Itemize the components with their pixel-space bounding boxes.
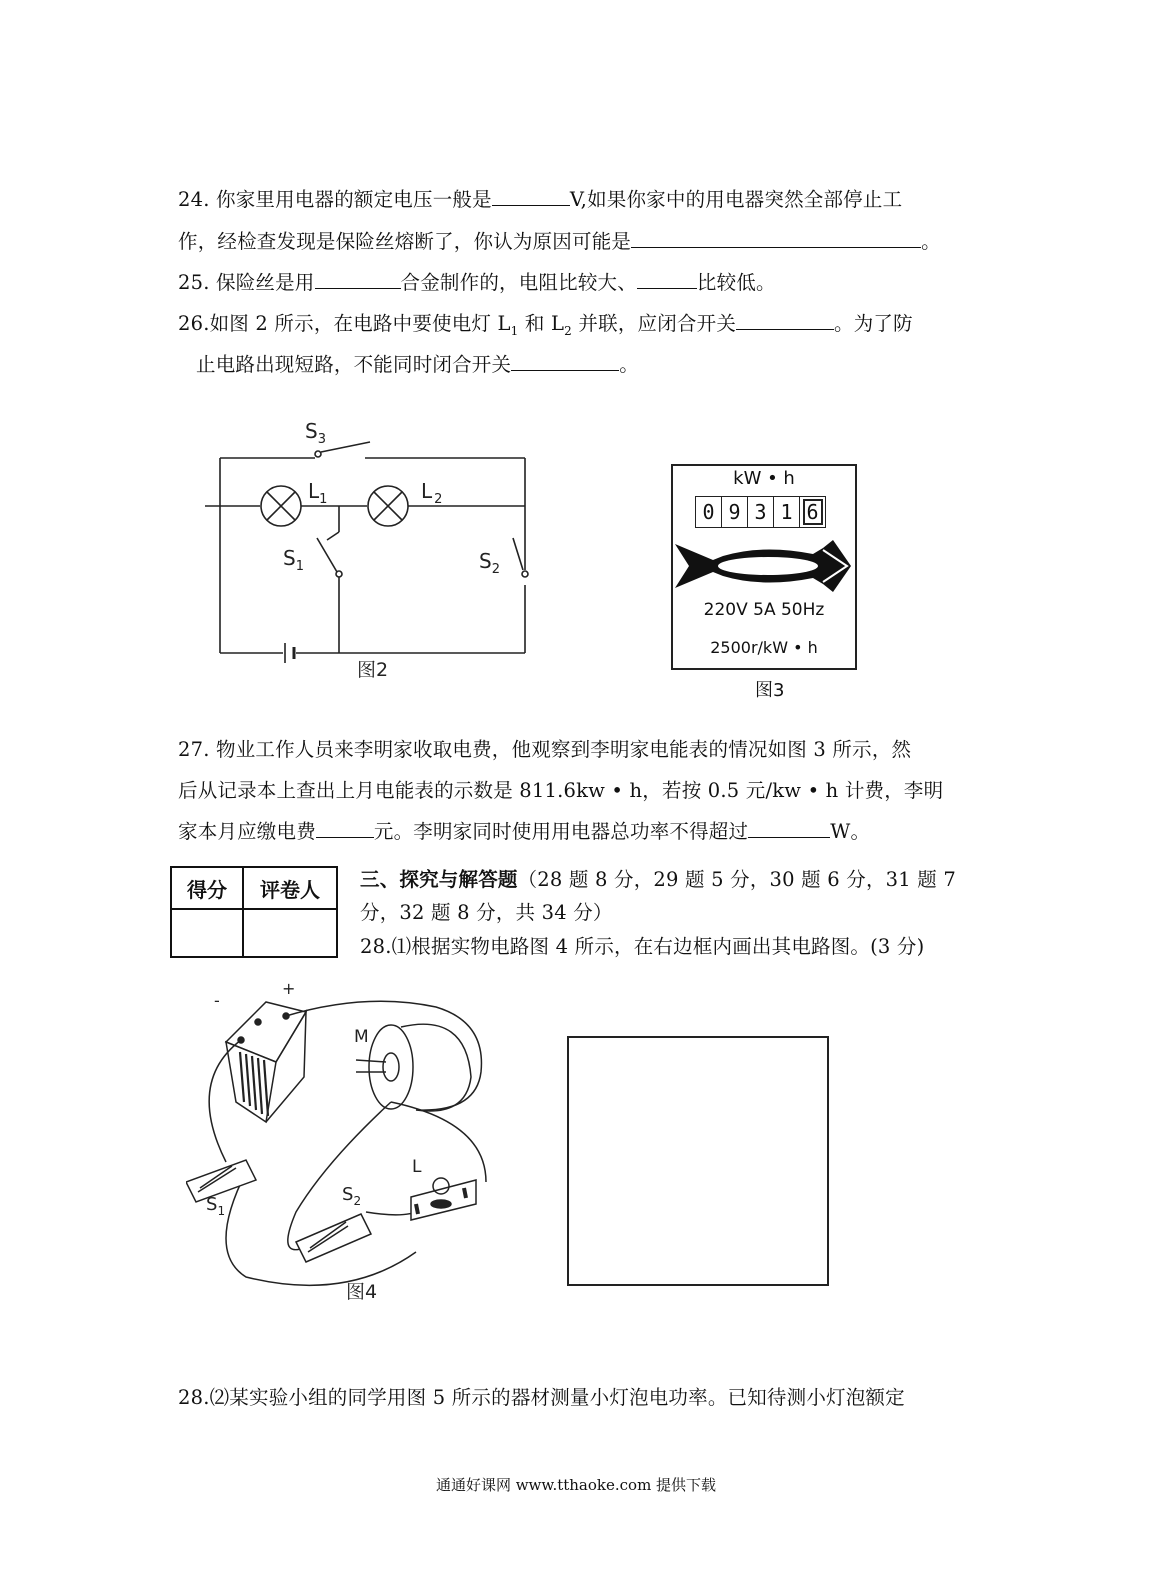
q26-blank-2[interactable] <box>511 352 619 371</box>
grader-header: 评卷人 <box>243 867 337 909</box>
q26-blank-1[interactable] <box>736 311 834 330</box>
q26-text-b: 并联，应闭合开关 <box>572 312 737 335</box>
fig3-rotating-disc-icon <box>673 536 855 596</box>
q28-2-text: 28.⑵某实验小组的同学用图 5 所示的器材测量小灯泡电功率。已知待测小灯泡额定 <box>178 1386 905 1409</box>
q27-line-2: 后从记录本上查出上月电能表的示数是 811.6kw • h，若按 0.5 元/kw • h 计费，李明 <box>178 779 944 802</box>
fig3-digit-4: 1 <box>774 496 800 528</box>
q24-blank-reason[interactable] <box>631 229 921 248</box>
q27-text-c: W。 <box>830 820 871 843</box>
figure-2-circuit <box>205 410 545 690</box>
q25-line <box>178 270 776 296</box>
fig2-label-l1: $L_1$ <box>308 479 328 507</box>
fig3-digit-2: 9 <box>722 496 748 528</box>
fig4-caption: 图4 <box>346 1281 378 1303</box>
section3-detail-2: 分，32 题 8 分，共 34 分） <box>360 901 613 924</box>
fig2-caption: 图2 <box>357 659 389 681</box>
q27-text-a: 家本月应缴电费 <box>178 820 316 843</box>
fig2-label-s1: $S_1$ <box>283 546 304 574</box>
fig2-label-s3: $S_3$ <box>305 419 326 447</box>
fig4-motor-label: M <box>354 1027 369 1047</box>
q24-text-a: 24. 你家里用电器的额定电压一般是 <box>178 188 492 211</box>
section3-detail-1: （28 题 8 分，29 题 5 分，30 题 6 分，31 题 7 <box>517 868 956 891</box>
figure-3-energy-meter <box>671 464 857 670</box>
q25-blank-1[interactable] <box>315 270 401 289</box>
q25-text-b: 合金制作的，电阻比较大、 <box>400 271 637 294</box>
section3-title-line <box>360 867 956 893</box>
answer-drawing-box[interactable] <box>567 1036 829 1286</box>
fig3-digit-3: 3 <box>748 496 774 528</box>
q24-text-d: 。 <box>921 230 941 253</box>
q26-line-2 <box>196 352 639 378</box>
score-header: 得分 <box>171 867 243 909</box>
figure-4-physical-circuit <box>186 982 506 1312</box>
q28-1-text: 28.⑴根据实物电路图 4 所示，在右边框内画出其电路图。(3 分) <box>360 935 925 958</box>
q24-blank-voltage[interactable] <box>492 187 570 206</box>
fig4-plus-terminal: + <box>282 982 296 998</box>
q25-blank-2[interactable] <box>637 270 697 289</box>
score-cell[interactable] <box>171 909 243 957</box>
q26-text-e: 。 <box>619 353 639 376</box>
q27-line-3 <box>178 819 870 845</box>
q26-sub-1: 1 <box>510 323 519 338</box>
q26-text-d: 止电路出现短路，不能同时闭合开关 <box>196 353 512 376</box>
fig3-digit-row <box>695 496 826 528</box>
q24-text-b: V,如果你家中的用电器突然全部停止工 <box>569 188 903 211</box>
q24-text-c: 作，经检查发现是保险丝熔断了，你认为原因可能是 <box>178 230 632 253</box>
score-table <box>170 866 338 958</box>
q27-blank-power[interactable] <box>748 819 830 838</box>
fig3-digit-1: 0 <box>695 496 722 528</box>
section3-title: 三、探究与解答题 <box>360 868 518 891</box>
q25-text-a: 25. 保险丝是用 <box>178 271 315 294</box>
fig3-unit-label: kW • h <box>733 468 795 489</box>
fig3-digit-5: 6 <box>800 496 826 528</box>
q26-text-mid: 和 L <box>518 312 565 335</box>
q26-line-1 <box>178 311 913 344</box>
q26-text-c: 。为了防 <box>834 312 913 335</box>
fig2-label-s2: $S_2$ <box>479 549 500 577</box>
q26-text-a: 26.如图 2 所示，在电路中要使电灯 L <box>178 312 511 335</box>
fig4-s2-label: $S_2$ <box>342 1184 362 1208</box>
fig3-constant: 2500r/kW • h <box>710 638 818 657</box>
q27-blank-fee[interactable] <box>316 819 374 838</box>
fig2-label-l2: L $_2$ <box>421 479 443 507</box>
fig4-s1-label: $S_1$ <box>206 1194 226 1218</box>
fig4-lamp-label: L <box>412 1157 422 1177</box>
fig3-rating: 220V 5A 50Hz <box>703 600 825 620</box>
q27-text-b: 元。李明家同时使用用电器总功率不得超过 <box>373 820 749 843</box>
q26-sub-2: 2 <box>564 323 573 338</box>
q24-line-1 <box>178 187 902 213</box>
q25-text-c: 比较低。 <box>696 271 776 294</box>
fig4-minus-terminal: - <box>214 991 220 1010</box>
q24-line-2 <box>178 229 941 255</box>
q27-line-1: 27. 物业工作人员来李明家收取电费，他观察到李明家电能表的情况如图 3 所示，然 <box>178 738 912 761</box>
fig3-caption: 图3 <box>755 680 785 701</box>
grader-cell[interactable] <box>243 909 337 957</box>
page-footer: 通通好课网 www.tthaoke.com 提供下载 <box>435 1476 717 1494</box>
